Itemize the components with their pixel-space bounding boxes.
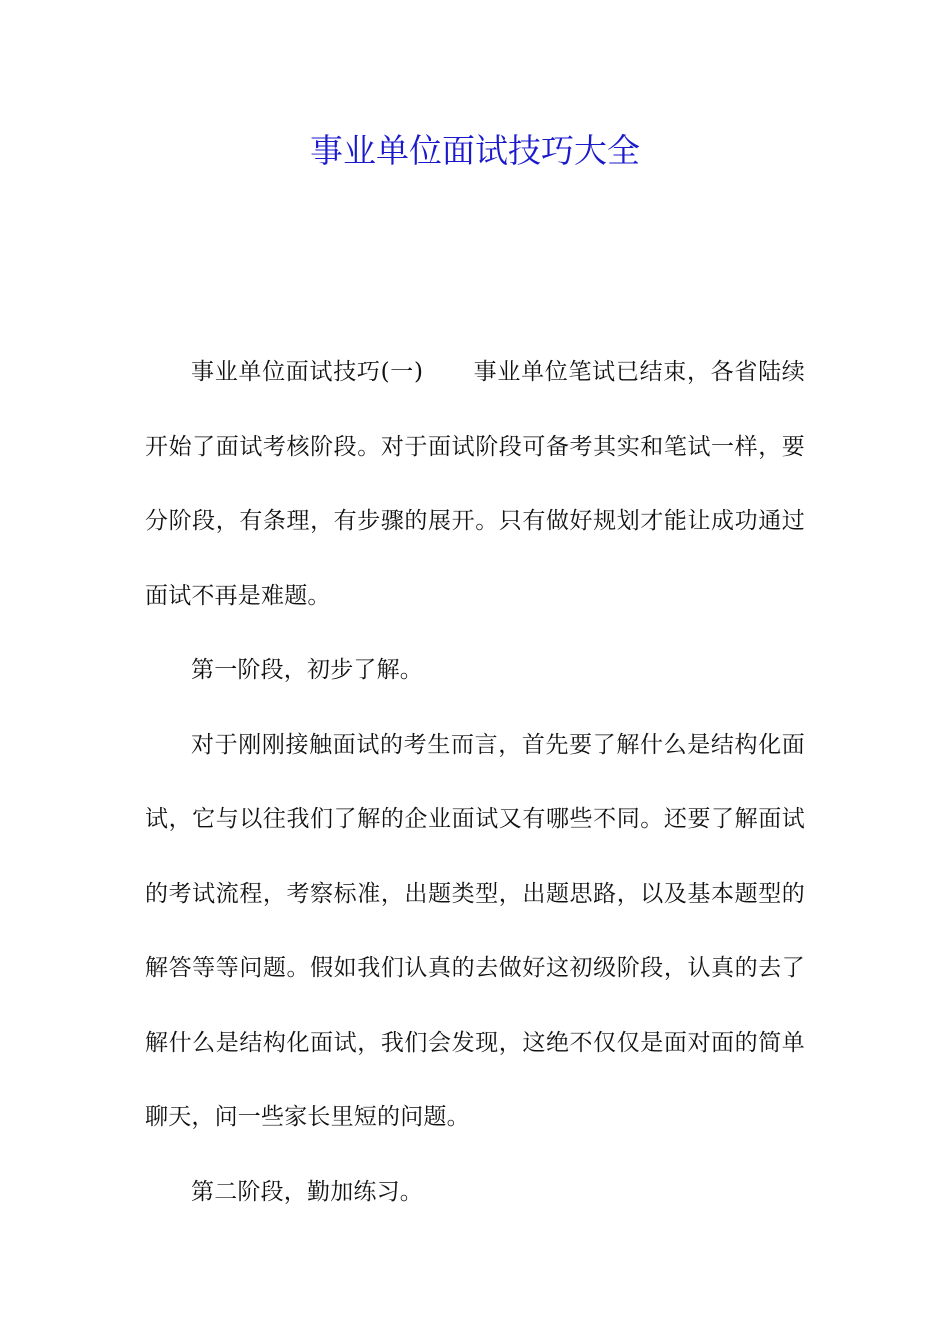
document-body [145,335,805,1229]
paragraph-intro-lead: 事业单位面试技巧(一) [191,359,424,385]
paragraph-stage-two-heading: 第二阶段，勤加练习。 [191,1178,423,1205]
paragraph-stage-one-heading: 第一阶段，初步了解。 [191,657,423,683]
paragraph-stage-one-body: 对于刚刚接触面试的考生而言，首先要了解什么是结构化面试，它与以往我们了解的企业面试又有哪些不同。还要了解面试的考试流程，考察标准，出题类型，出题思路，以及基本题型的解答等等问题。假如我们认真的去做好这初级阶段，认真的去了解什么是结构化面试，我们会发现，这绝不仅仅是面对面的简单聊天，问一些家长里短的问题。 [145,731,805,1130]
paragraph-intro-text: 事业单位笔试已结束，各省陆续开始了面试考核阶段。对于面试阶段可备考其实和笔试一样，要分阶段，有条理，有步骤的展开。只有做好规划才能让成功通过面试不再是难题。 [145,359,805,609]
document-title: 事业单位面试技巧大全 [310,131,640,170]
paragraph-intro [145,335,805,633]
